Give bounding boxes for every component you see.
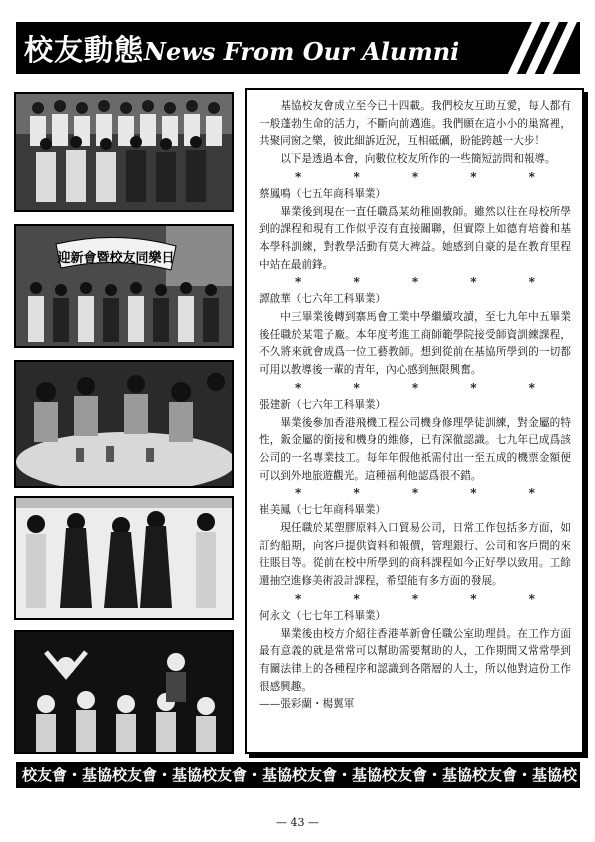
footer-banner: 校友會・基協校友會・基協校友會・基協校友會・基協校友會・基協校友會・基協校 [16, 762, 580, 788]
section-title [24, 28, 459, 69]
intro-paragraph: 基協校友會成立至今已十四載。我們校友互助互愛，每人都有一般蓬勃生命的活力，不斷向前邁進。我們願在這小小的巢窩裡，共聚同窗之樂，彼此細訴近況，互相砥礪，盼能跨越一大步！ [259, 100, 571, 148]
separator: * * * * * [295, 486, 535, 501]
separator: * * * * * [295, 275, 535, 290]
banner-text: 迎新會暨校友同樂日 [57, 251, 175, 266]
separator: * * * * * [295, 591, 535, 606]
article-content [259, 98, 571, 714]
separator: * * * * * [295, 169, 535, 184]
party-table-photo [14, 360, 234, 488]
page-number: — 43 — [276, 816, 319, 829]
section-title-chinese: 校友動態 [24, 33, 145, 67]
alumnus-name: 張建新（七六年工科畢業） [259, 398, 387, 411]
celebration-photo [14, 630, 234, 754]
decorative-stripes [510, 22, 570, 74]
separator: * * * * * [295, 380, 535, 395]
alumnus-story: 畢業後由校方介紹往香港革新會任職公室助理員。在工作方面最有意義的就是常常可以幫助需要幫助的人，工作期間又常常學到有關法律上的各種程序和認識到各階層的人士，所以他對這份工作很感興趣。 [259, 627, 571, 693]
stage-performance-photo [14, 496, 234, 620]
alumnus-name: 蔡鳳鳴（七五年商科畢業） [259, 187, 387, 200]
alumnus-story: 現任職於某塑膠原料入口貿易公司，日常工作包括多方面，如訂約船期，向客戶提供資料和報價，管理銀行、公司和客戶間的來往賬目等。從前在校中所學到的商科課程如今正好學以致用。工餘還抽空進修美術設計課程，希望能有多方面的發展。 [259, 522, 571, 588]
alumnus-name: 何永文（七七年工科畢業） [259, 609, 387, 622]
group-photo [14, 92, 234, 212]
section-header [16, 22, 580, 74]
banner-gathering-photo [14, 224, 234, 348]
alumnus-story: 中三畢業後轉到寨馬會工業中學繼續攻讀，至七九年中五畢業後任職於某電子廠。本年度考進工商師範學院接受師資訓練課程，不久將來就會成爲一位工藝教師。想到從前在基協所學到的一切都可用以教導後一輩的青年，內心感到無限興奮。 [259, 311, 571, 377]
intro-paragraph: 以下是透過本會，向數位校友所作的一些簡短訪問和報導。 [280, 153, 556, 166]
section-title-english: News From Our Alumni [144, 37, 460, 66]
article-signature: ——張彩蘭・楊翼軍 [259, 698, 355, 711]
alumnus-story: 畢業後參加香港飛機工程公司機身修理學徒訓練，對金屬的特性，鈑金屬的銜接和機身的維修，已有深徹認識。七九年已成爲該公司的一名專業技工。每年年假他祇需付出一至五成的機票金額便可以到外地旅遊觀光。這種福利他認爲很不錯。 [259, 416, 571, 482]
alumnus-name: 譚啟華（七六年工科畢業） [259, 293, 387, 306]
alumnus-story: 畢業後到現在一直任職爲某幼稚園教師。雖然以往在母校所學到的課程和現有工作似乎沒有直接關聯，但實際上如德育培養和基本學科訓練，對教學活動有莫大裨益。她感到自豪的是在教育里程中站在最前鋒。 [259, 205, 571, 271]
article-box [245, 88, 584, 754]
alumnus-name: 崔美鳳（七七年商科畢業） [259, 504, 387, 517]
